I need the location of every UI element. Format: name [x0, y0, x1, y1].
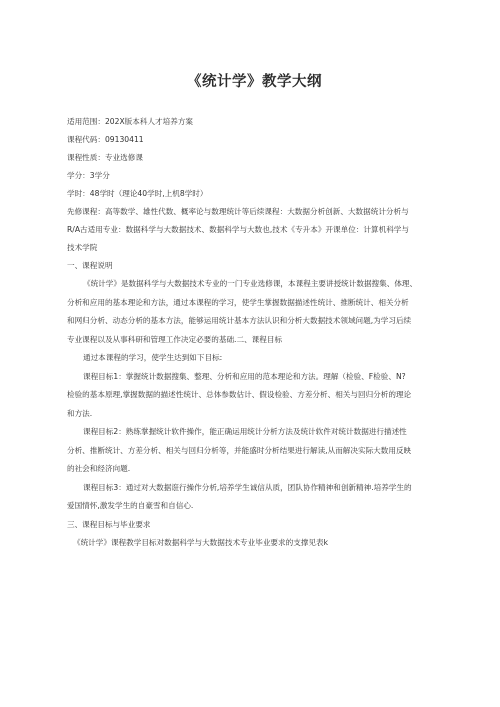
course-nature-line: 课程性质：专业选修课 [67, 153, 143, 162]
section1-para1-line2: 分析和应用的基本理论和方法，通过本课程的学习，使学生掌握数据描述性统计、推断统计、相关分析 [67, 297, 409, 307]
goal3-line1: 课程目标3：通过对大数据诳行操作分析,培养学生诚信从质，团队协作精神和创新精神.培养学生的 [83, 482, 412, 492]
page-title: 《统计学》教学大纲 [187, 74, 322, 90]
goal1-line3: 和方法. [67, 408, 93, 418]
scope-line: 适用范围：202X版本科人才培养方案 [67, 117, 194, 126]
course-code-line: 课程代码：09130411 [67, 135, 144, 144]
section1-para1-line3: 和网归分析、动态分析的基本方法，能够运用统计基本方法认识和分析大数据技术领域问题,为学习后续 [67, 316, 412, 325]
section3-heading: 三、课程目标与毕业要求 [67, 519, 151, 529]
prereq-line: 先修课程：高等数学、雄性代数、概率论与数理统计等后续课程：大数据分析创新、大数据统计分析与 [67, 207, 409, 216]
section3-para1: 《统计学》课程教学目标对数据科学与大数据技术专业毕业要求的支撑见表k [73, 537, 328, 547]
hours-line: 学时：48学时（理论40学时,上机8学时） [67, 189, 208, 198]
goal1-line1: 课程目标1：掌握统计数据搜集、整理、分析和应用的范本理论和方法。理解（检验、F检验、N? [83, 371, 406, 381]
section1-heading: 一、课程说明 [67, 261, 113, 270]
goal2-line3: 的社会和经济向题. [67, 464, 131, 473]
credits-line: 学分：3学分 [67, 171, 110, 180]
section1-para1-line1: 《统计学》是数据科学与大数据技术专业的一门专业选修课，本课程主要讲授统计数据搜集、体理、 [83, 279, 418, 288]
prereq-line-cont: R/A古适用专业：数据科学与大数据技术、数据科学与大数也,技术《专升本》开课单位：计算机科学与 [67, 225, 409, 234]
section2-intro: 通过本课程的学习，使学生达到如下目标: [83, 353, 223, 362]
goal1-line2: 检验的基本原理,掌握数据的描述性统计、总体参数估计、假设检验、方差分析、相关与回归分析的理论 [67, 390, 412, 399]
goal3-line2: 爱国情怀,激发学生的自豪雪和自信心. [67, 501, 194, 510]
prereq-line-cont2: 技术学院 [67, 243, 98, 252]
goal2-line2: 分析、推断统计、方差分析、相关与回归分析等，并能盛时分析结果进行解读,从而解决实际大数用反映 [67, 445, 412, 455]
section1-para1-line4: 专业课程以及从事科研和管理工作决定必要的基础.二、课程目标 [67, 334, 283, 344]
goal2-line1: 课程目标2：熟练掌握统计软件操作，能正确运用统计分析方法及统计软件对统计数据进行描述性 [83, 427, 407, 436]
